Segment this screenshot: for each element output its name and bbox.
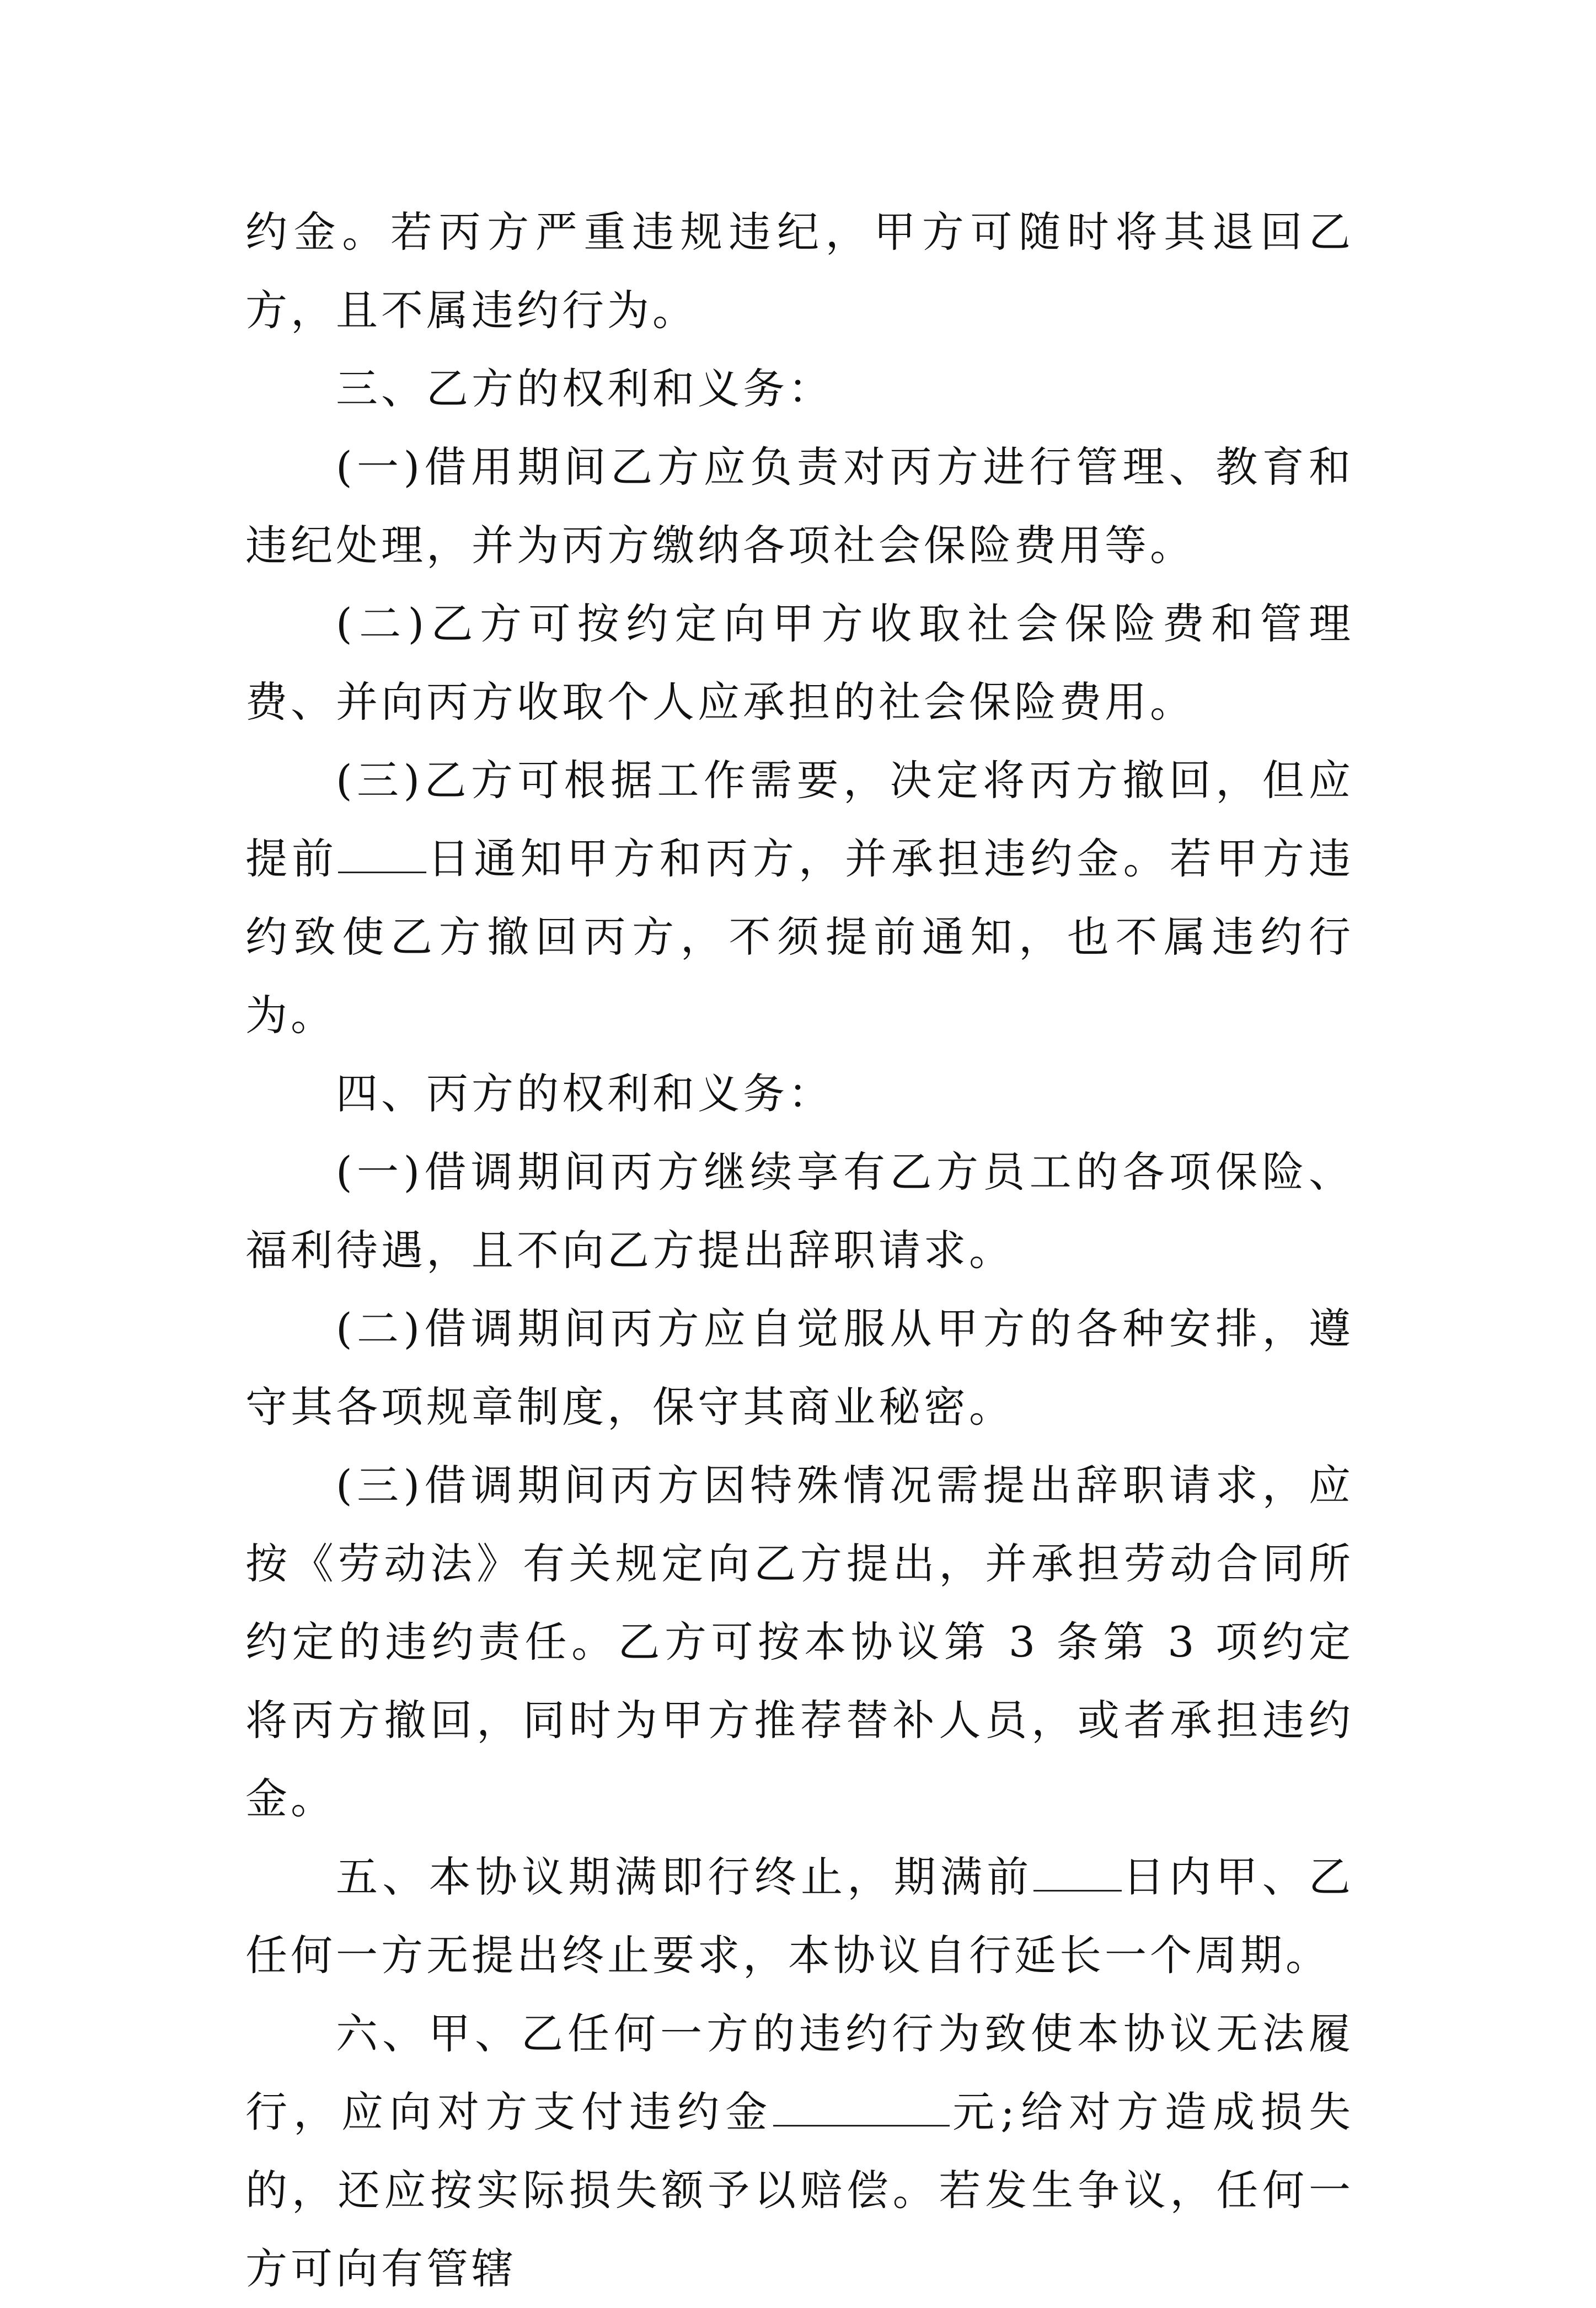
blank-fill-field bbox=[338, 836, 426, 873]
paragraph-text: 元;给对方造成损失的，还应按实际损失额予以赔偿。若发生争议，任何一方可向有管辖 bbox=[245, 2087, 1354, 2293]
clause-4-2 bbox=[245, 1290, 1354, 1446]
paragraph-text: (二)借调期间丙方应自觉服从甲方的各种安排，遵守其各项规章制度，保守其商业秘密。 bbox=[245, 1304, 1354, 1431]
paragraph-text: 约金。若丙方严重违规违纪，甲方可随时将其退回乙方，且不属违约行为。 bbox=[245, 207, 1354, 335]
heading-text: 四、丙方的权利和义务： bbox=[336, 1069, 833, 1118]
blank-fill-field bbox=[1033, 1855, 1122, 1892]
paragraph-text: (一)借用期间乙方应负责对丙方进行管理、教育和违纪处理，并为丙方缴纳各项社会保险费用等。 bbox=[245, 442, 1354, 570]
paragraph-text: (一)借调期间丙方继续享有乙方员工的各项保险、福利待遇，且不向乙方提出辞职请求。 bbox=[245, 1147, 1354, 1275]
clause-4-1 bbox=[245, 1133, 1354, 1290]
paragraph-continuation bbox=[245, 193, 1354, 350]
paragraph-text: (三)借调期间丙方因特殊情况需提出辞职请求，应按《劳动法》有关规定向乙方提出，并承担劳动合同所约定的违约责任。乙方可按本协议第 3 条第 3 项约定将丙方撤回，同时为甲方推荐替补人员，或者承担违约金。 bbox=[245, 1461, 1354, 1823]
paragraph-text: (三)乙方可根据工作需要，决定将丙方撤回，但应提前 bbox=[245, 756, 1354, 883]
clause-3-1 bbox=[245, 428, 1354, 585]
clause-3-3 bbox=[245, 741, 1354, 1055]
section-heading-4 bbox=[245, 1055, 1354, 1133]
heading-text: 三、乙方的权利和义务： bbox=[336, 364, 833, 413]
blank-fill-field bbox=[773, 2090, 950, 2127]
paragraph-text: 日内甲、乙任何一方无提出终止要求，本协议自行延长一个周期。 bbox=[245, 1852, 1354, 1980]
paragraph-text: 六、甲、乙任何一方的违约行为致使本协议无法履行，应向对方支付违约金 bbox=[245, 2009, 1354, 2136]
section-6 bbox=[245, 1995, 1354, 2308]
section-heading-3 bbox=[245, 350, 1354, 428]
clause-4-3 bbox=[245, 1446, 1354, 1838]
clause-3-2 bbox=[245, 585, 1354, 741]
document-body bbox=[245, 193, 1354, 2308]
paragraph-text: 日通知甲方和丙方，并承担违约金。若甲方违约致使乙方撤回丙方，不须提前通知，也不属违约行为。 bbox=[245, 834, 1354, 1040]
paragraph-text: (二)乙方可按约定向甲方收取社会保险费和管理费、并向丙方收取个人应承担的社会保险费用。 bbox=[245, 599, 1354, 726]
section-5 bbox=[245, 1838, 1354, 1995]
paragraph-text: 五、本协议期满即行终止，期满前 bbox=[336, 1852, 1033, 1901]
